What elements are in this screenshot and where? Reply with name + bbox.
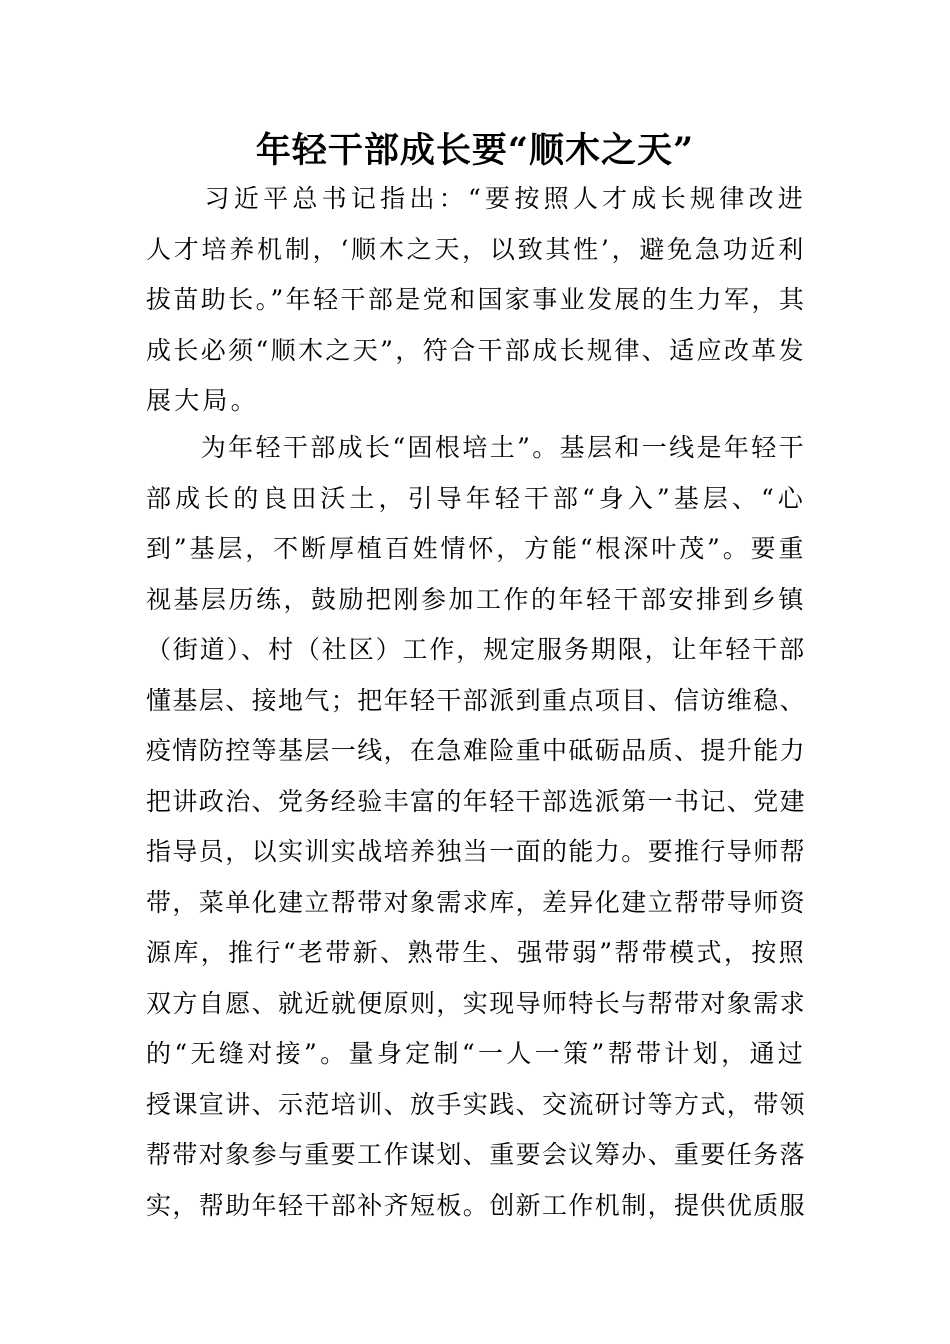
document-title: 年轻干部成长要“顺木之天” bbox=[255, 130, 695, 171]
paragraph-line: 指导员，以实训实战培养独当一面的能力。要推行导师帮 bbox=[146, 837, 807, 866]
paragraph-line: 成长必须“顺木之天”，符合干部成长规律、适应改革发 bbox=[146, 335, 806, 365]
paragraph-line: 源库，推行“老带新、熟带生、强带弱”帮带模式，按照 bbox=[146, 938, 806, 967]
paragraph-line: 疫情防控等基层一线，在急难险重中砥砺品质、提升能力 bbox=[146, 736, 807, 765]
paragraph-line: 视基层历练，鼓励把刚参加工作的年轻干部安排到乡镇 bbox=[146, 584, 806, 614]
paragraph-line: 授课宣讲、示范培训、放手实践、交流研讨等方式，带领 bbox=[146, 1089, 807, 1119]
paragraph-line: 实，帮助年轻干部补齐短板。创新工作机制，提供优质服 bbox=[146, 1190, 807, 1220]
paragraph-line: 人才培养机制，‘顺木之天，以致其性’，避免急功近利 bbox=[146, 234, 806, 264]
paragraph-1 bbox=[146, 174, 806, 427]
paragraph-line: （街道）、村（社区）工作，规定服务期限，让年轻干部 bbox=[146, 635, 806, 664]
paragraph-line: 到”基层，不断厚植百姓情怀，方能“根深叶茂”。要重 bbox=[146, 534, 807, 563]
paragraph-line: 懂基层、接地气；把年轻干部派到重点项目、信访维稳、 bbox=[146, 685, 807, 715]
paragraph-line: 的“无缝对接”。量身定制“一人一策”帮带计划，通过 bbox=[146, 1039, 806, 1068]
paragraph-line: 部成长的良田沃土，引导年轻干部“身入”基层、“心 bbox=[146, 483, 806, 513]
paragraph-line: 双方自愿、就近就便原则，实现导师特长与帮带对象需求 bbox=[146, 988, 807, 1018]
paragraph-line: 习近平总书记指出：“要按照人才成长规律改进 bbox=[146, 184, 806, 213]
paragraph-line: 拔苗助长。”年轻干部是党和国家事业发展的生力军，其 bbox=[146, 285, 807, 314]
paragraph-line: 把讲政治、党务经验丰富的年轻干部选派第一书记、党建 bbox=[146, 786, 807, 816]
paragraph-line: 带，菜单化建立帮带对象需求库，差异化建立帮带导师资 bbox=[146, 887, 807, 917]
paragraph-2 bbox=[146, 423, 806, 1231]
paragraph-line: 为年轻干部成长“固根培土”。基层和一线是年轻干 bbox=[146, 433, 806, 462]
paragraph-line: 展大局。 bbox=[146, 386, 259, 415]
paragraph-line: 帮带对象参与重要工作谋划、重要会议筹办、重要任务落 bbox=[146, 1140, 807, 1169]
